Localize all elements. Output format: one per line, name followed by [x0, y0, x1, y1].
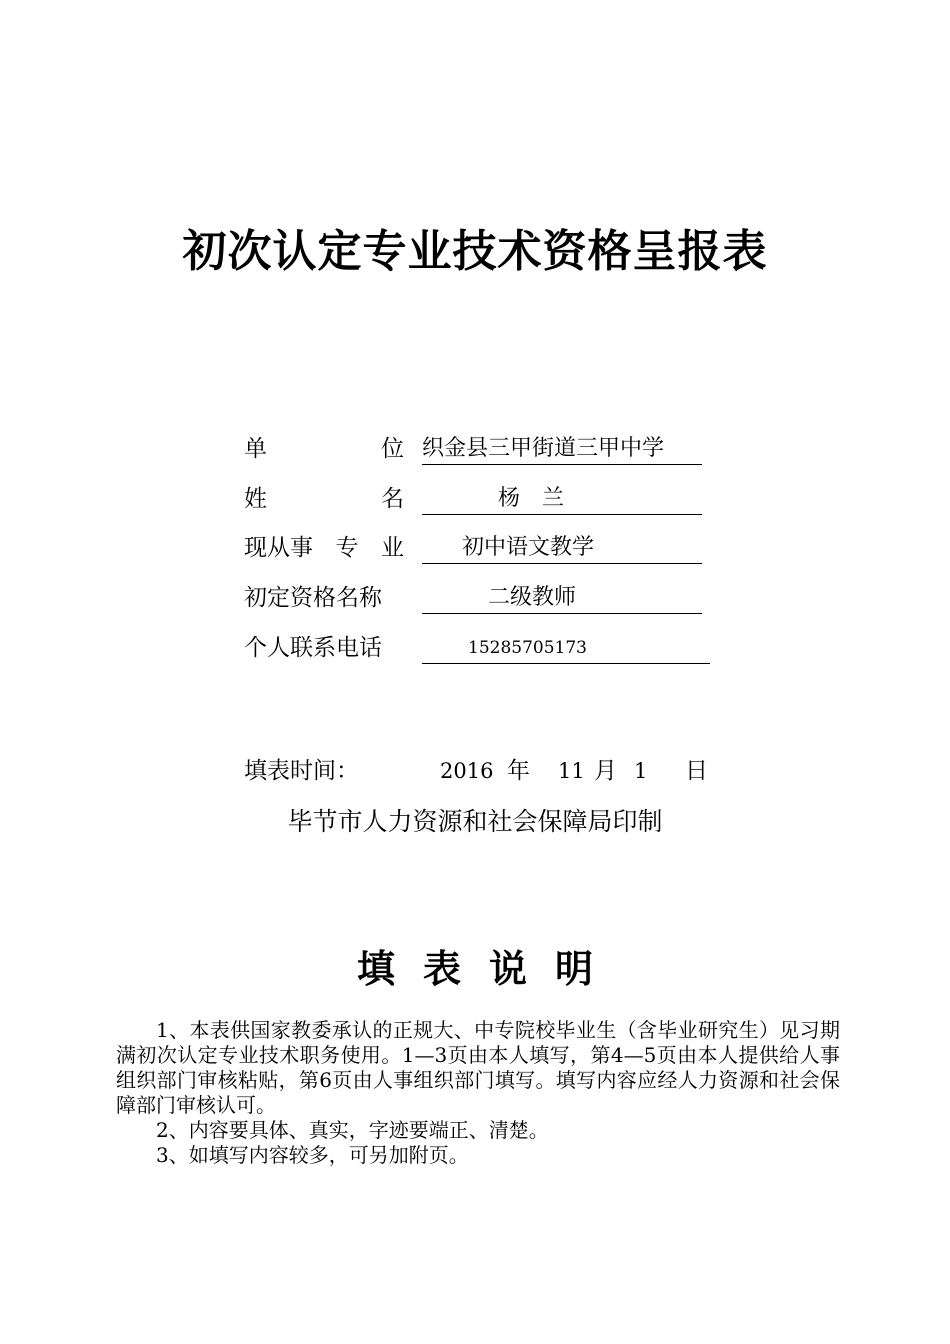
field-label-name: 姓 名: [244, 486, 404, 512]
instructions-body: [116, 1018, 840, 1168]
fill-time-year[interactable]: 2016: [440, 759, 494, 783]
field-row-qualification: [244, 583, 724, 617]
fill-time-day[interactable]: 1: [634, 759, 648, 783]
field-value-unit[interactable]: 织金县三甲街道三甲中学: [422, 434, 702, 465]
fill-time-year-unit: 年: [507, 758, 530, 784]
field-value-profession[interactable]: 初中语文教学: [422, 533, 702, 564]
field-label-profession: 现从事 专 业: [244, 535, 404, 561]
field-label-qualification: 初定资格名称: [244, 585, 382, 611]
field-value-qualification[interactable]: 二级教师: [422, 583, 702, 614]
fill-time-month[interactable]: 11: [558, 759, 585, 783]
field-label-unit: 单 位: [244, 436, 404, 462]
field-row-unit: [244, 434, 724, 468]
field-label-phone: 个人联系电话: [244, 635, 382, 661]
form-title: 初次认定专业技术资格呈报表: [182, 226, 768, 277]
fill-time-day-unit: 日: [685, 758, 708, 784]
field-row-profession: [244, 533, 724, 567]
field-row-phone: [244, 633, 724, 667]
field-value-name[interactable]: 杨 兰: [422, 484, 702, 515]
publisher-line: 毕节市人力资源和社会保障局印制: [287, 807, 663, 836]
field-row-name: [244, 484, 724, 518]
instructions-title: 填 表 说 明: [356, 947, 594, 991]
fill-time-label: 填表时间：: [244, 758, 359, 784]
field-value-phone[interactable]: 15285705173: [422, 633, 710, 664]
instruction-item: 2、内容要具体、真实，字迹要端正、清楚。: [156, 1118, 549, 1142]
fill-time-month-unit: 月: [594, 758, 617, 784]
instruction-item: 3、如填写内容较多，可另加附页。: [156, 1143, 469, 1167]
instruction-item: 1、本表供国家教委承认的正规大、中专院校毕业生（含毕业研究生）见习期满初次认定专业技术职务使用。1—3页由本人填写，第4—5页由本人提供给人事组织部门审核粘贴，第6页由人事组织部门填写。填写内容应经人力资源和社会保障部门审核认可。: [116, 1018, 840, 1117]
